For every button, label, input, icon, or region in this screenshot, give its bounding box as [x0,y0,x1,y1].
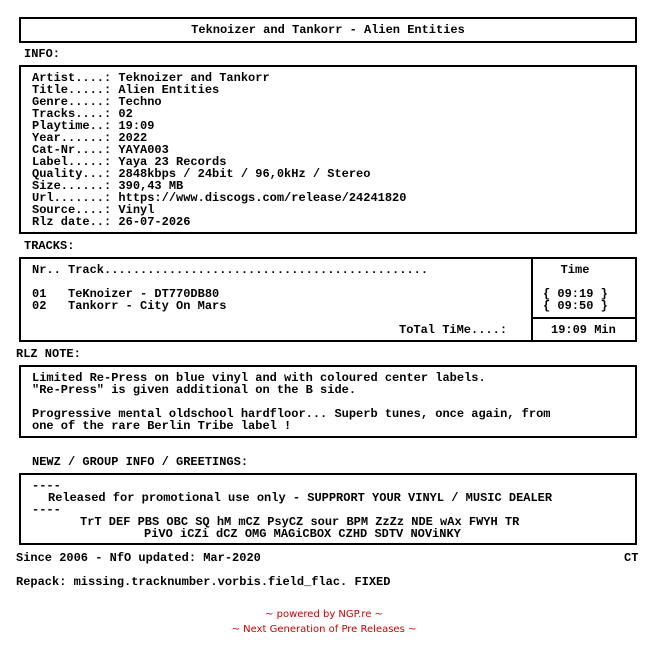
since-line: Since 2006 - NfO updated: Mar-2020 [16,551,261,565]
info-line: Year......: 2022 [32,131,148,145]
info-line: Artist....: Teknoizer and Tankorr [32,71,270,85]
info-line: Rlz date..: 26-07-2026 [32,215,191,229]
release-title: Teknoizer and Tankorr - Alien Entities [191,23,465,37]
info-lines [32,72,406,228]
rlz-note-line: "Re-Press" is given additional on the B side. [32,383,357,397]
info-line: Label.....: Yaya 23 Records [32,155,227,169]
info-line: Url.......: https://www.discogs.com/release/24241820 [32,191,407,205]
info-line: Playtime..: 19:09 [32,119,155,133]
tracks-header-time: Time [560,263,590,277]
info-line: Quality...: 2848kbps / 24bit / 96,0kHz / Stereo [32,167,371,181]
rlz-note-line: Progressive mental oldschool hardfloor... Superb tunes, once again, from [32,407,551,421]
newz-dashes-top: ---- [32,479,61,493]
tracks-header-left: Nr.. Track............................................. [32,263,429,277]
greetings-line-2: PiVO iCZi dCZ OMG MAGiCBOX CZHD SDTV NOViNKY [144,527,461,541]
newz-dashes-bottom: ---- [32,503,61,517]
newz-heading: NEWZ / GROUP INFO / GREETINGS: [32,455,249,469]
total-time-value: 19:09 Min [551,323,616,337]
greetings-line-1: TrT DEF PBS OBC SQ hM mCZ PsyCZ sour BPM ZzZz NDE wAx FWYH TR [80,515,520,529]
track-row-1: 01 TeKnoizer - DT770DB80 [32,287,220,301]
tracks-divider-horizontal [531,317,637,319]
repack-line: Repack: missing.tracknumber.vorbis.field_flac. FIXED [16,575,391,589]
footer-powered-by: ~ powered by NGP.re ~ [265,609,383,620]
info-line: Genre.....: Techno [32,95,162,109]
since-suffix: CT [624,551,639,565]
info-line: Size......: 390,43 MB [32,179,184,193]
info-line: Tracks....: 02 [32,107,133,121]
track-row-2: 02 Tankorr - City On Mars [32,299,227,313]
promo-text: Released for promotional use only - SUPPRORT YOUR VINYL / MUSIC DEALER [48,491,553,505]
track-row-2-time: { 09:50 } [543,299,608,313]
tracks-heading: TRACKS: [24,239,75,253]
total-time-label: ToTal TiMe....: [399,323,508,337]
rlz-note-line: Limited Re-Press on blue vinyl and with coloured center labels. [32,371,486,385]
info-line: Source....: Vinyl [32,203,155,217]
track-row-1-time: { 09:19 } [543,287,608,301]
rlz-note-heading: RLZ NOTE: [16,347,81,361]
footer-tagline: ~ Next Generation of Pre Releases ~ [231,624,417,635]
info-heading: INFO: [24,47,61,61]
info-line: Cat-Nr....: YAYA003 [32,143,169,157]
rlz-note-line: one of the rare Berlin Tribe label ! [32,419,292,433]
info-line: Title.....: Alien Entities [32,83,220,97]
rlz-note-lines [32,372,550,432]
